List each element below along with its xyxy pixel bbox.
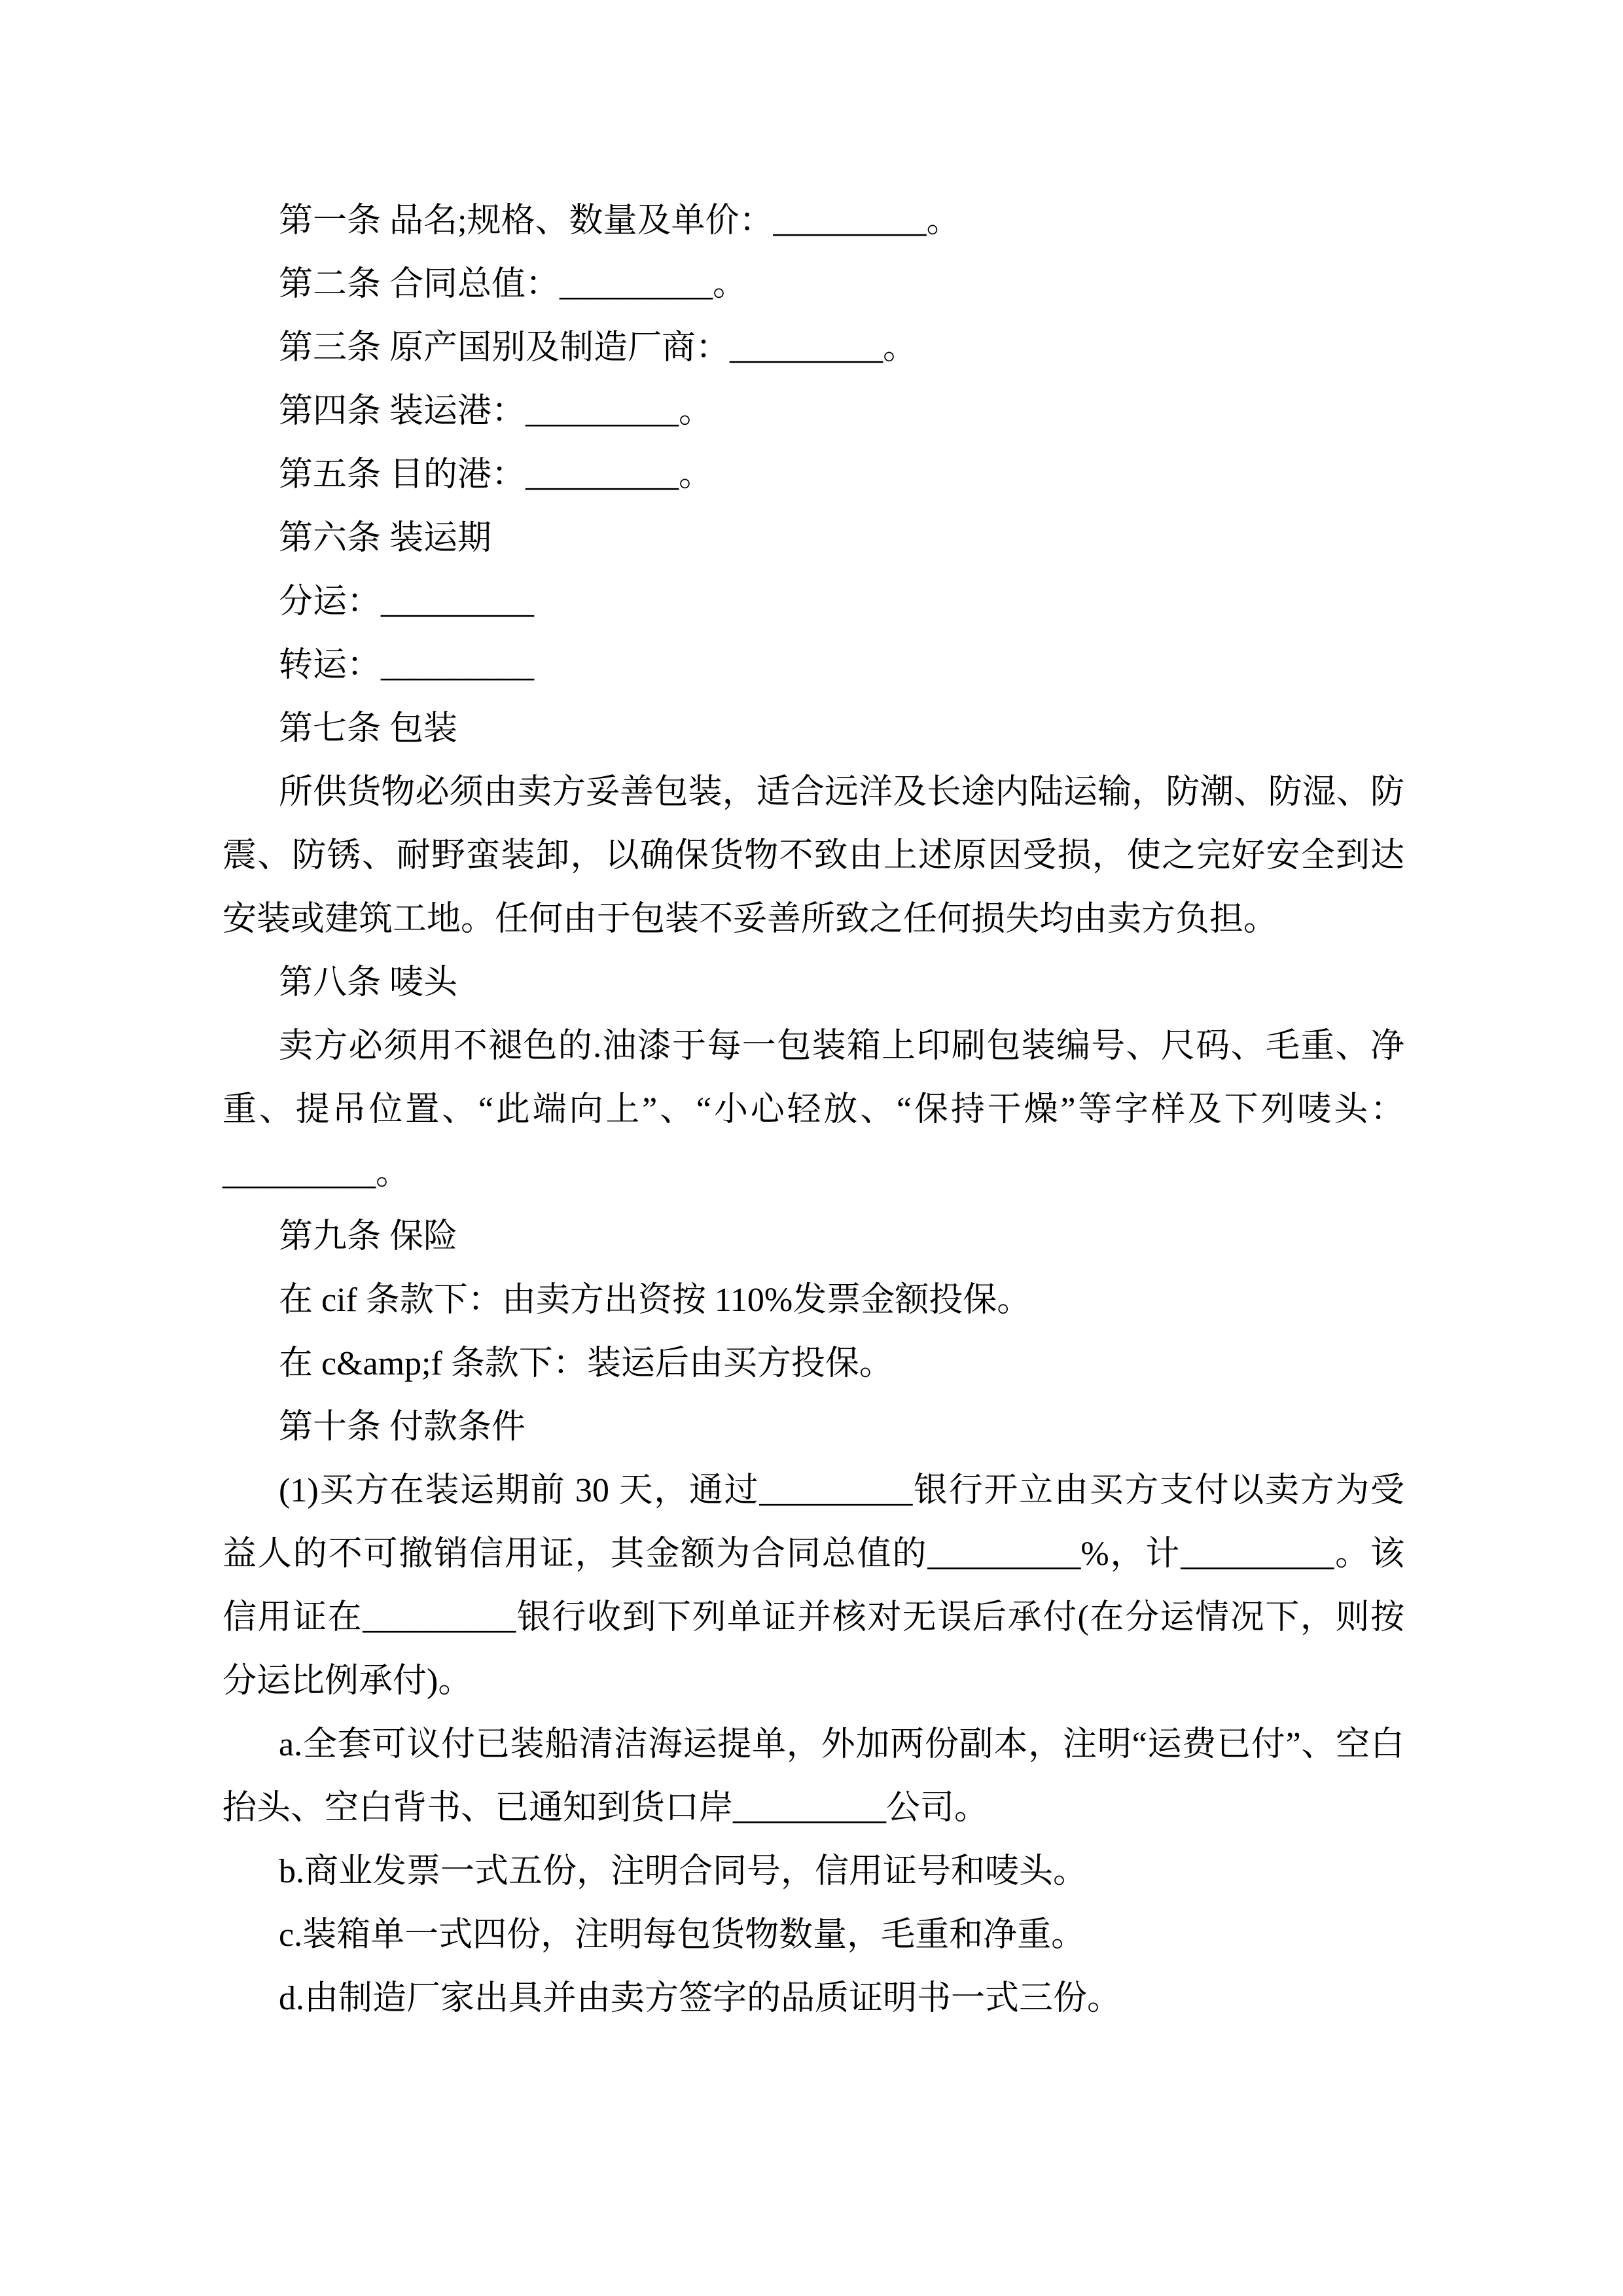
clause-9-heading: 第九条 保险 [279,1218,458,1255]
clause-10-item-1: (1)买方在装运期前 30 天，通过_________银行开立由买方支付以卖方为受益人的不可撤销信用证，其金额为合同总值的_________%，计_________。该信用证在_________银行收到下列单证并核对无误后承付(在分运情况下，则按分运比例承付)。 [223,1472,1404,1700]
document-item-d: d.由制造厂家出具并由卖方签字的品质证明书一式三份。 [279,1980,1122,2017]
transshipment-line: 转运：_________ [279,647,535,684]
clause-9-cf-line: 在 c&amp;f 条款下：装运后由买方投保。 [279,1345,893,1382]
clause-8-heading: 第八条 唛头 [279,964,458,1001]
document-item-c: c.装箱单一式四份，注明每包货物数量，毛重和净重。 [279,1916,1086,1954]
clause-5: 第五条 目的港：_________。 [279,456,713,493]
clause-7-body: 所供货物必须由卖方妥善包装，适合远洋及长途内陆运输，防潮、防湿、防震、防锈、耐野蛮装卸，以确保货物不致由上述原因受损，使之完好安全到达安装或建筑工地。任何由于包装不妥善所致之任何损失均由卖方负担。 [223,774,1404,938]
document-item-a: a.全套可议付已装船清洁海运提单，外加两份副本，注明“运费已付”、空白抬头、空白背书、已通知到货口岸_________公司。 [223,1726,1404,1827]
clause-10-heading: 第十条 付款条件 [279,1408,526,1446]
clause-9-cif-line: 在 cif 条款下：由卖方出资按 110%发票金额投保。 [279,1282,1031,1319]
document-item-b: b.商业发票一式五份，注明合同号，信用证号和唛头。 [279,1853,1088,1890]
clause-2: 第二条 合同总值：_________。 [279,266,747,303]
clause-4: 第四条 装运港：_________。 [279,393,713,430]
clause-7-heading: 第七条 包装 [279,710,458,747]
clause-6-heading: 第六条 装运期 [279,520,492,557]
document-content [223,189,1404,2030]
clause-8-body: 卖方必须用不褪色的.油漆于每一包装箱上印刷包装编号、尺码、毛重、净重、提吊位置、“此端向上”、“小心轻放、“保持干燥”等字样及下列唛头：_________。 [223,1028,1404,1192]
clause-1: 第一条 品名;规格、数量及单价：_________。 [279,202,961,240]
partial-shipment-line: 分运：_________ [279,583,535,620]
clause-3: 第三条 原产国别及制造厂商：_________。 [279,329,918,367]
